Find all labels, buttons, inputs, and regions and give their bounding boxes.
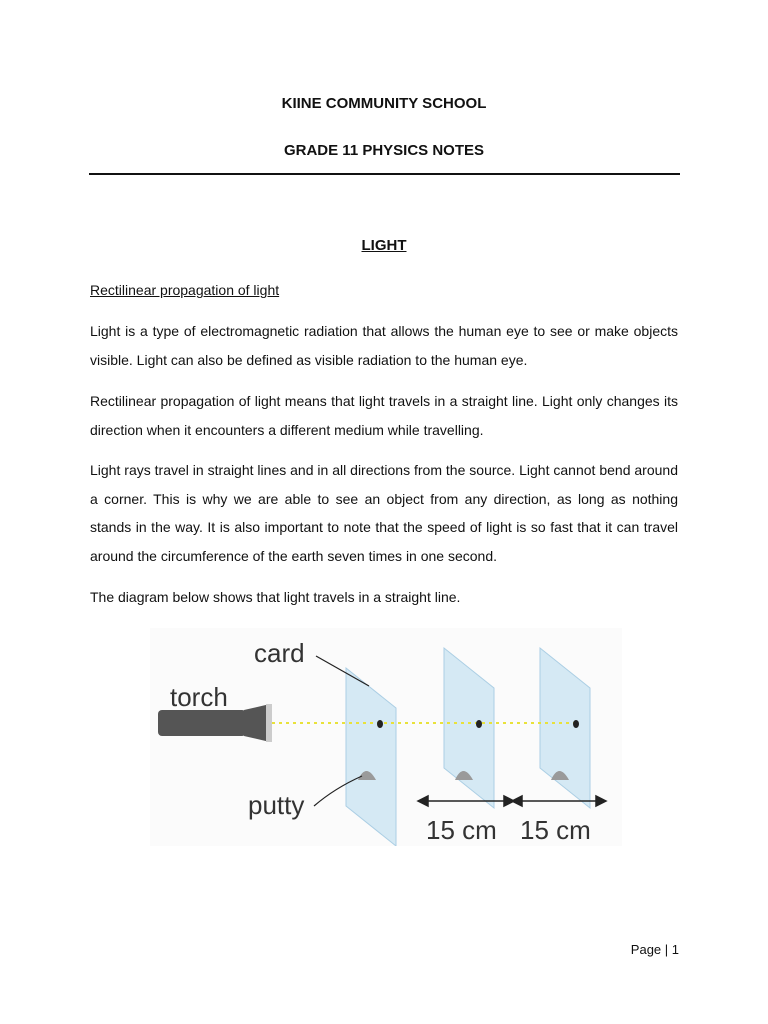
section-title: LIGHT <box>361 237 407 254</box>
card-3-hole <box>573 720 579 728</box>
distance-label-1: 15 cm <box>426 815 497 845</box>
card-2-hole <box>476 720 482 728</box>
putty-label: putty <box>248 790 305 820</box>
paragraph-definition: Light is a type of electromagnetic radiation that allows the human eye to see or make objects visible. Light can also be defined as visible radiation to the human eye. <box>90 323 678 368</box>
distance-label-2: 15 cm <box>520 815 591 845</box>
header-divider <box>89 173 680 175</box>
subheading: Rectilinear propagation of light <box>90 282 280 298</box>
paragraph-straight-lines: Light rays travel in straight lines and in all directions from the source. Light cannot bend around a corner. This is why we are able to see an object from any direction, as long as nothing stands in the way. It is also important to note that the speed of light is so fast that it can travel around the circumference of the earth seven times in one second. <box>90 462 678 564</box>
light-straight-line-diagram <box>150 628 622 846</box>
notes-subtitle: GRADE 11 PHYSICS NOTES <box>283 142 485 159</box>
paragraph-diagram-intro: The diagram below shows that light travels in a straight line. <box>90 589 461 605</box>
page-number: Page | 1 <box>630 942 679 957</box>
school-name: KIINE COMMUNITY SCHOOL <box>281 95 487 112</box>
torch-label: torch <box>170 682 228 712</box>
card-label: card <box>254 638 305 668</box>
card-1-hole <box>377 720 383 728</box>
paragraph-rectilinear: Rectilinear propagation of light means that light travels in a straight line. Light only changes its direction when it encounters a different medium while travelling. <box>90 393 678 438</box>
